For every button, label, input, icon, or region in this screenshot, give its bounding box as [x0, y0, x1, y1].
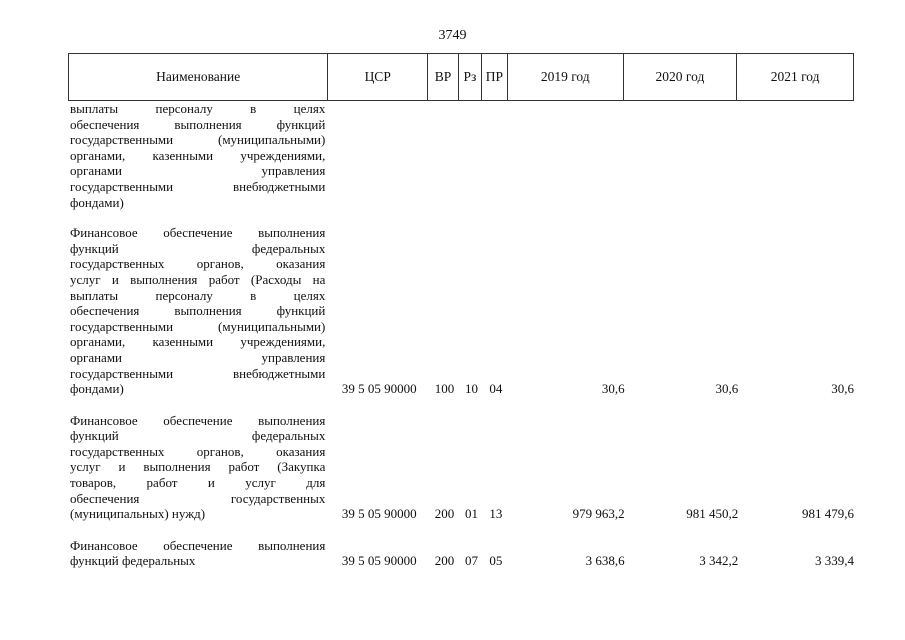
row-pr: 04 — [489, 381, 503, 397]
row-2021: 981 479,6 — [801, 506, 854, 522]
row-name-line: выплаты персоналу в целях — [70, 287, 326, 303]
row-name-line: обеспечения выполнения функций — [70, 116, 326, 132]
row-name-line: функций федеральных — [70, 553, 196, 569]
header-pr: ПР — [482, 54, 508, 100]
row-name — [68, 413, 325, 522]
row-rz: 01 — [464, 506, 478, 522]
row-name-line: функций федеральных — [70, 240, 326, 256]
row-name-line: фондами) — [70, 194, 124, 210]
row-csr: 39 5 05 90000 — [341, 381, 417, 397]
row-name-line: фондами) — [70, 381, 124, 397]
page-number: 3749 — [438, 28, 467, 43]
header-2021: 2021 год — [770, 69, 820, 84]
table-row — [68, 101, 854, 210]
header-vr: ВР — [428, 54, 459, 100]
row-vr: 100 — [434, 381, 455, 397]
row-name-line: функций федеральных — [70, 428, 326, 444]
table-row — [68, 538, 854, 569]
row-name-line: товаров, работ и услуг для — [70, 475, 326, 491]
row-name-line: органами, казенными учреждениями, — [70, 334, 326, 350]
row-name-line: органами управления — [70, 349, 326, 365]
header-2020: 2020 год — [624, 54, 738, 100]
table-row — [68, 413, 854, 522]
row-name-line: государственными внебюджетными — [70, 178, 326, 194]
row-vr: 200 — [434, 553, 455, 569]
row-name-line: государственными внебюджетными — [70, 365, 326, 381]
row-name-line: государственными (муниципальными) — [70, 132, 326, 148]
row-pr: 05 — [489, 553, 503, 569]
header-2019: 2019 год — [508, 54, 624, 100]
row-name-line: Финансовое обеспечение выполнения — [70, 225, 326, 241]
row-2020: 981 450,2 — [686, 506, 739, 522]
row-name-line: выплаты персоналу в целях — [70, 101, 326, 116]
row-2020: 30,6 — [715, 381, 739, 397]
header-rz: Рз — [459, 54, 482, 100]
row-name-line: Финансовое обеспечение выполнения — [70, 537, 326, 553]
row-csr: 39 5 05 90000 — [341, 506, 417, 522]
row-name-line: обеспечения выполнения функций — [70, 303, 326, 319]
row-2021: 30,6 — [831, 381, 854, 397]
row-name-line: государственных органов, оказания — [70, 256, 326, 272]
row-name — [68, 101, 325, 210]
header-csr: ЦСР — [328, 54, 428, 100]
row-name-line: (муниципальных) нужд) — [70, 506, 206, 522]
row-name — [68, 538, 325, 569]
row-rz: 10 — [464, 381, 478, 397]
row-2019: 3 638,6 — [585, 553, 625, 569]
row-name-line: услуг и выполнения работ (Расходы на — [70, 271, 326, 287]
row-name-line: органами управления — [70, 163, 326, 179]
row-2019: 30,6 — [601, 381, 625, 397]
table-body — [68, 101, 854, 585]
row-name — [68, 225, 325, 397]
row-csr: 39 5 05 90000 — [341, 553, 417, 569]
row-name-line: государственных органов, оказания — [70, 443, 326, 459]
row-2019: 979 963,2 — [572, 506, 625, 522]
row-name-line: Финансовое обеспечение выполнения — [70, 412, 326, 428]
row-pr: 13 — [489, 506, 503, 522]
row-name-line: государственными (муниципальными) — [70, 318, 326, 334]
row-rz: 07 — [464, 553, 478, 569]
row-2021: 3 339,4 — [814, 553, 854, 569]
table-row — [68, 225, 854, 397]
row-2020: 3 342,2 — [699, 553, 739, 569]
header-name: Наименование — [69, 54, 328, 100]
table-header — [68, 53, 854, 101]
row-vr: 200 — [434, 506, 455, 522]
row-name-line: органами, казенными учреждениями, — [70, 147, 326, 163]
row-name-line: обеспечения государственных — [70, 490, 326, 506]
row-name-line: услуг и выполнения работ (Закупка — [70, 459, 326, 475]
